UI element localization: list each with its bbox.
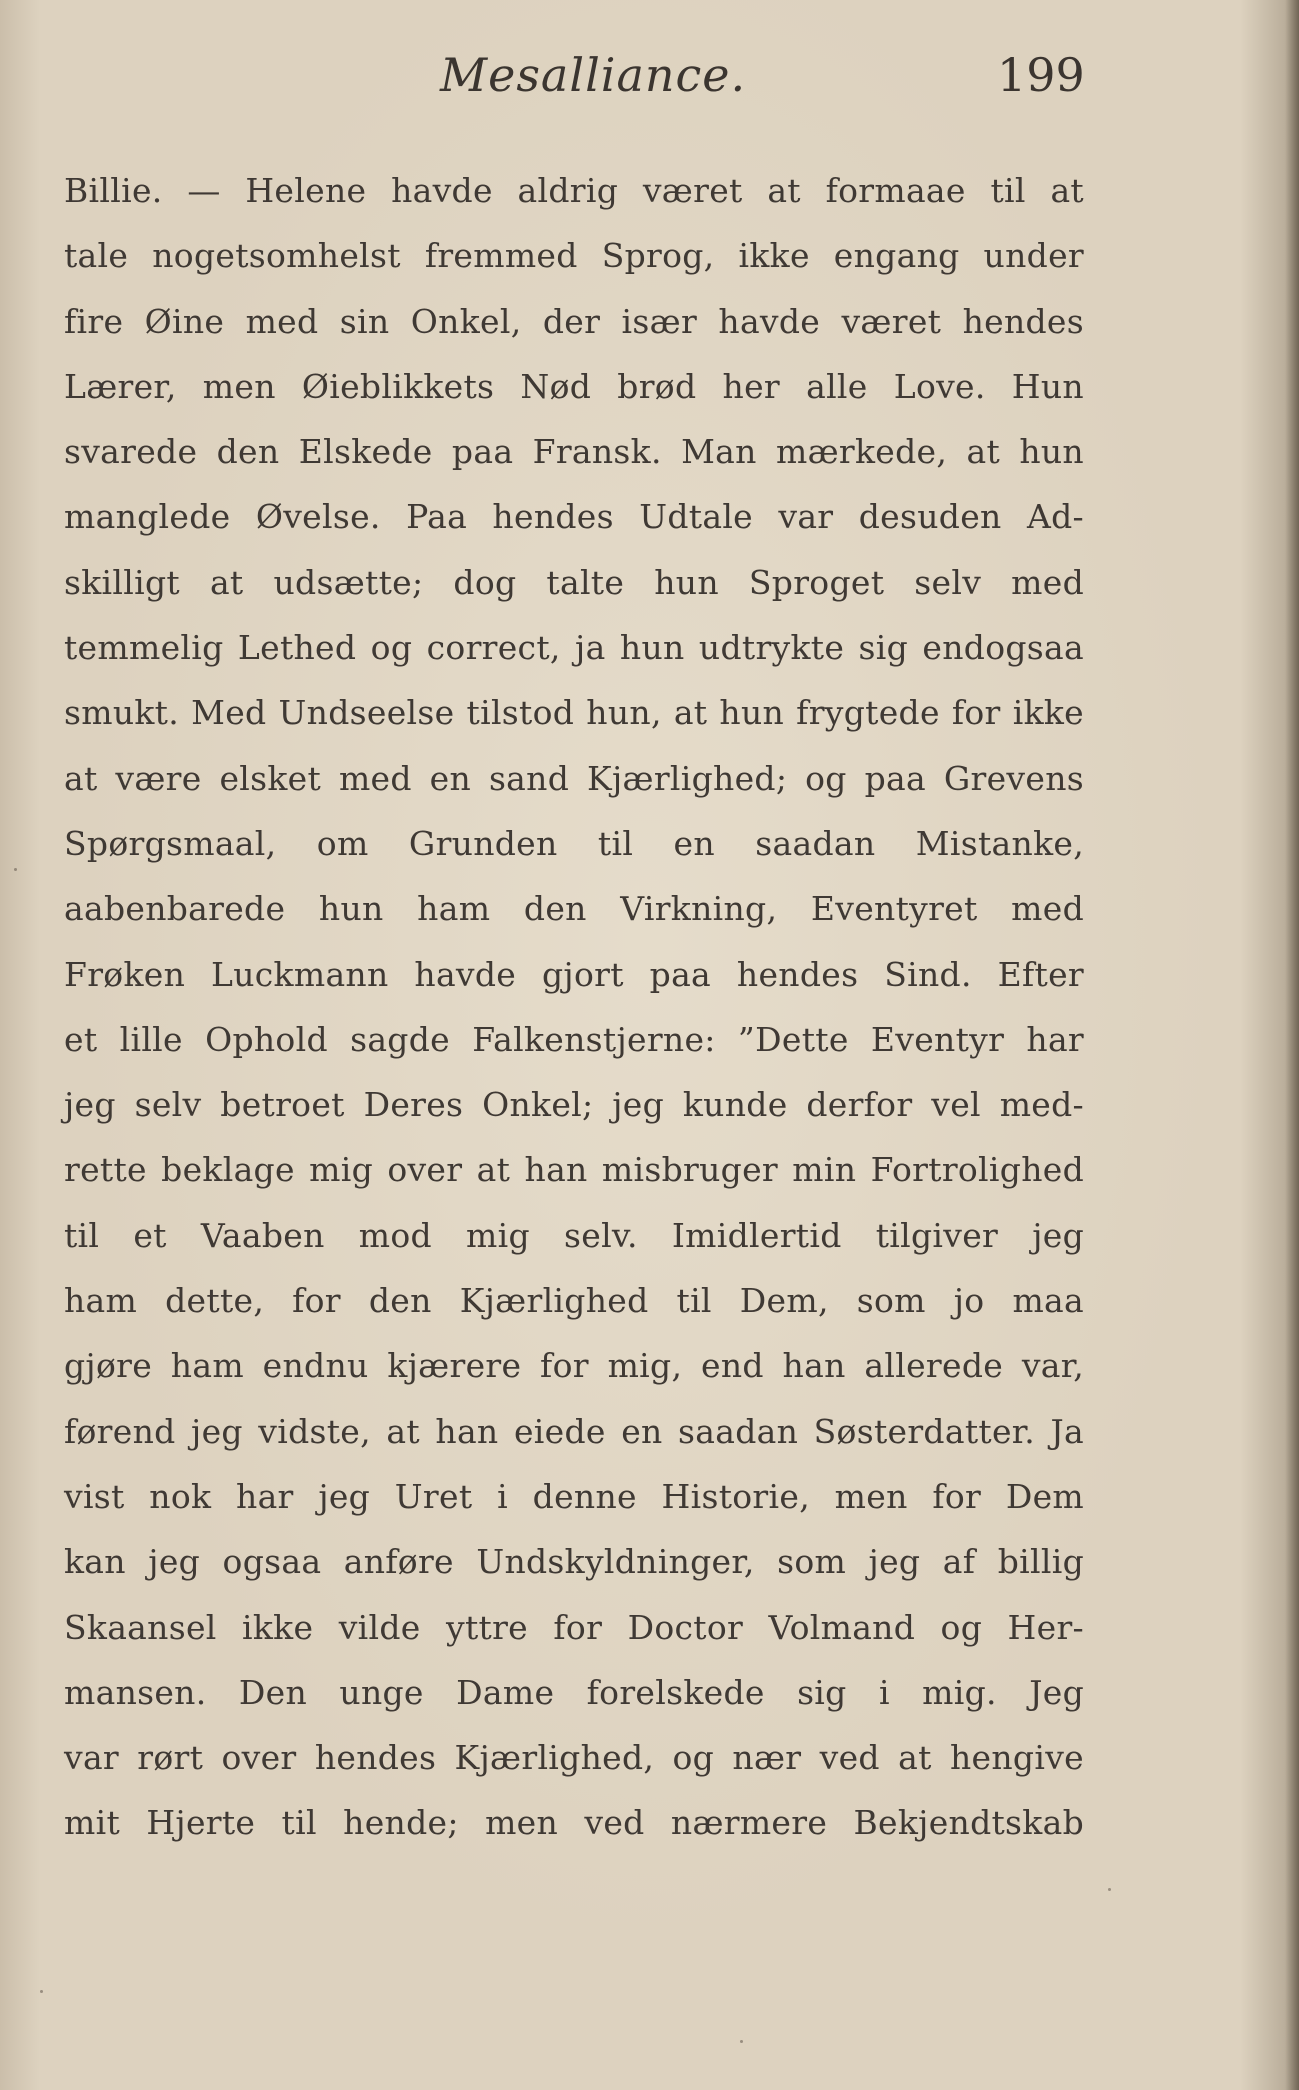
text-line: mansen. Den unge Dame forelskede sig i mig. Jeg: [64, 1672, 1084, 1712]
text-line: Skaansel ikke vilde yttre for Doctor Volmand og Her-: [64, 1607, 1084, 1647]
body-text: [64, 158, 1084, 1856]
text-line: smukt. Med Undseelse tilstod hun, at hun frygtede for ikke: [64, 693, 1084, 733]
running-title: Mesalliance.: [440, 48, 747, 102]
text-line: var rørt over hendes Kjærlighed, og nær ved at hengive: [64, 1738, 1084, 1778]
text-line: Frøken Luckmann havde gjort paa hendes Sind. Efter: [64, 954, 1084, 994]
text-line: et lille Ophold sagde Falkenstjerne: ”Dette Eventyr har: [64, 1019, 1084, 1059]
text-line: førend jeg vidste, at han eiede en saadan Søsterdatter. Ja: [64, 1411, 1084, 1451]
text-line: til et Vaaben mod mig selv. Imidlertid tilgiver jeg: [64, 1215, 1084, 1255]
text-line: manglede Øvelse. Paa hendes Udtale var desuden Ad-: [64, 497, 1084, 537]
paper-speck: [40, 1990, 43, 1993]
text-line: aabenbarede hun ham den Virkning, Eventyret med: [64, 889, 1084, 929]
text-line: ham dette, for den Kjærlighed til Dem, som jo maa: [64, 1281, 1084, 1321]
text-line: gjøre ham endnu kjærere for mig, end han allerede var,: [64, 1346, 1084, 1386]
text-line: vist nok har jeg Uret i denne Historie, men for Dem: [64, 1476, 1084, 1516]
text-line: jeg selv betroet Deres Onkel; jeg kunde derfor vel med-: [64, 1085, 1084, 1125]
page-edge-shadow: [1285, 0, 1299, 2090]
text-line: Billie. — Helene havde aldrig været at formaae til at: [64, 171, 1084, 210]
text-line: rette beklage mig over at han misbruger min Fortrolighed: [64, 1150, 1084, 1190]
text-line: Spørgsmaal, om Grunden til en saadan Mistanke,: [64, 823, 1084, 863]
paper-speck: [740, 2040, 743, 2043]
text-line: temmelig Lethed og correct, ja hun udtrykte sig endogsaa: [64, 628, 1084, 668]
text-line: Lærer, men Øieblikkets Nød brød her alle Love. Hun: [64, 366, 1084, 406]
text-line: skilligt at udsætte; dog talte hun Sproget selv med: [64, 562, 1084, 602]
text-line: svarede den Elskede paa Fransk. Man mærkede, at hun: [64, 432, 1084, 472]
paper-speck: [1108, 1888, 1111, 1891]
running-head: [0, 48, 1299, 118]
page-number: 199: [997, 48, 1085, 102]
text-line: kan jeg ogsaa anføre Undskyldninger, som jeg af billig: [64, 1542, 1084, 1582]
text-line: tale nogetsomhelst fremmed Sprog, ikke engang under: [64, 236, 1084, 276]
text-line: fire Øine med sin Onkel, der især havde været hendes: [64, 301, 1084, 341]
paper-speck: [14, 868, 17, 871]
text-line: at være elsket med en sand Kjærlighed; og paa Grevens: [64, 758, 1084, 798]
text-line: mit Hjerte til hende; men ved nærmere Bekjendtskab: [64, 1803, 1084, 1843]
